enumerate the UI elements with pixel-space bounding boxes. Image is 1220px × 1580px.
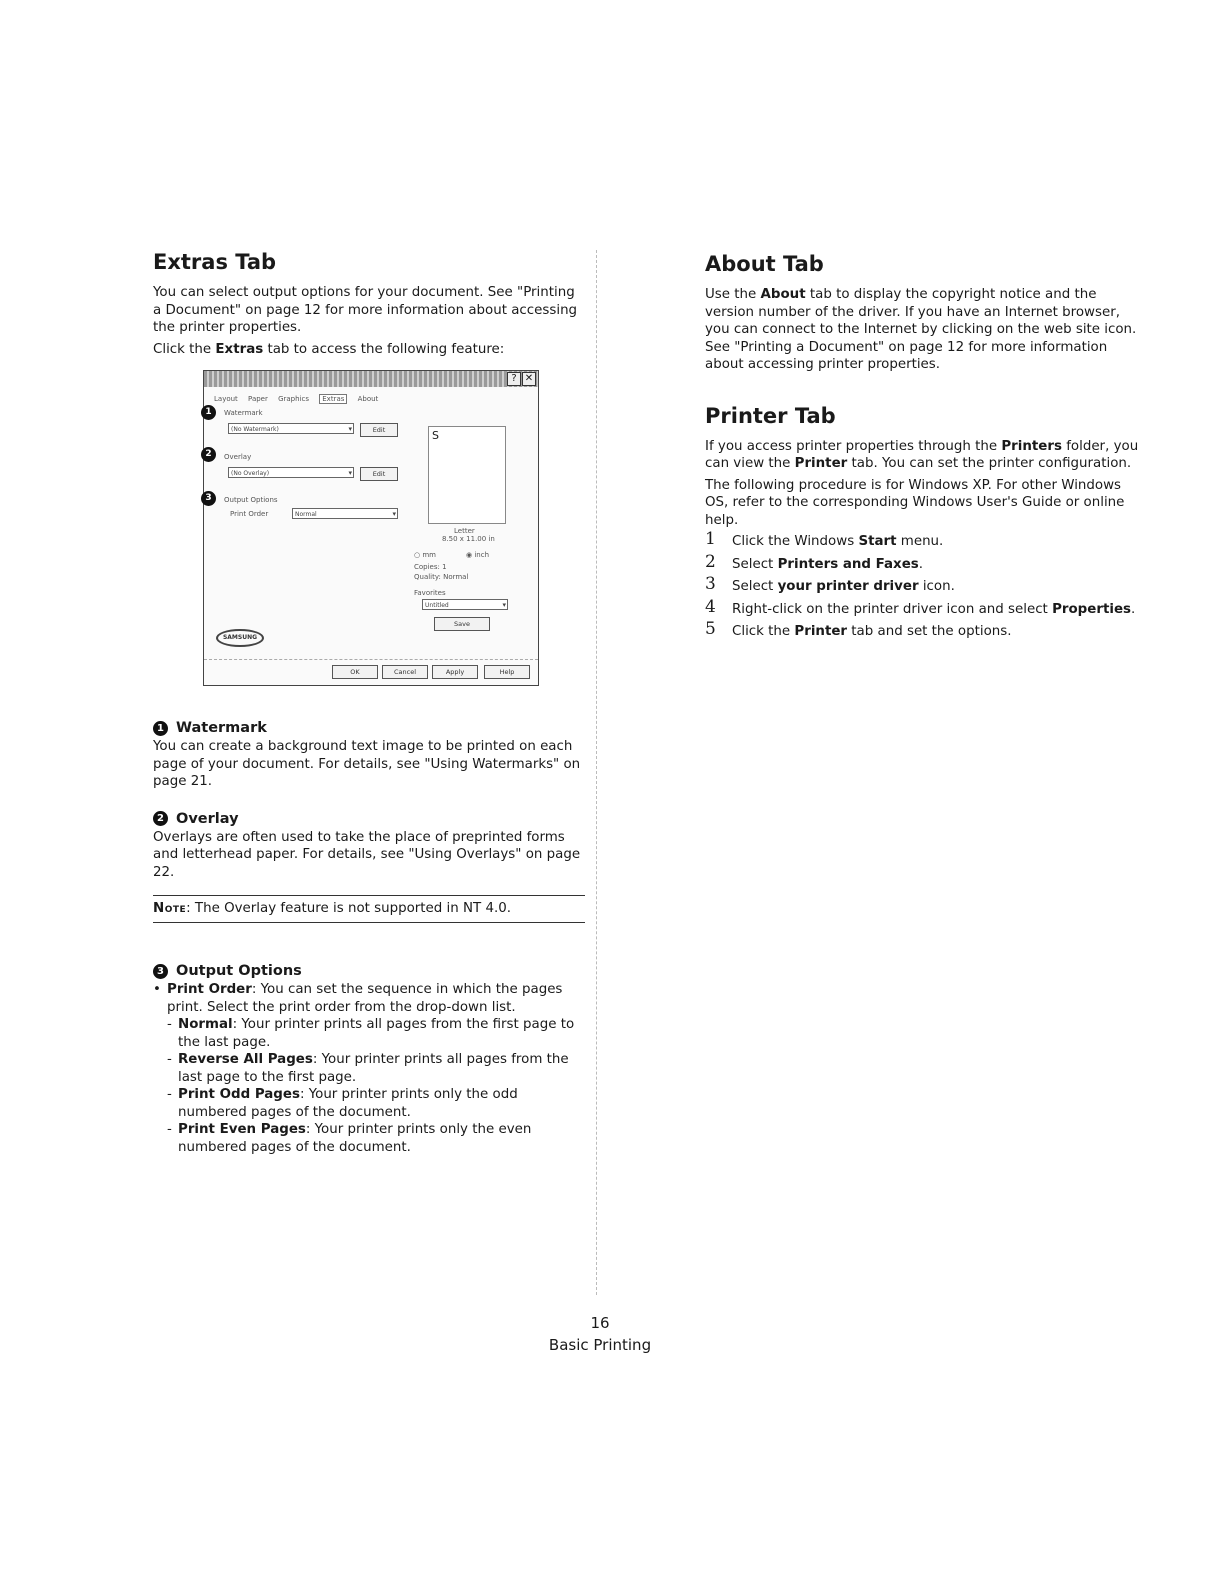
dialog-titlebar — [204, 371, 538, 387]
favorites-select: Untitled ▾ — [422, 599, 508, 610]
printer-bold: Printers — [1001, 438, 1062, 454]
instruction-bold: Extras — [215, 341, 264, 357]
number-badge-icon: 2 — [153, 811, 168, 826]
watermark-title: Watermark — [176, 720, 267, 736]
option-text: : Your printer prints all pages from the last page to the first page. — [178, 1052, 569, 1085]
favorites-label: Favorites — [414, 589, 446, 597]
left-column — [153, 250, 585, 1156]
note-label: Note — [153, 901, 187, 916]
step-text: Select — [732, 556, 778, 572]
tab-graphics: Graphics — [278, 395, 310, 403]
overlay-heading — [153, 811, 585, 827]
apply-button: Apply — [432, 665, 478, 679]
printer-procedure-paragraph: The following procedure is for Windows XP. For other Windows OS, refer to the corresponding Windows User's Guide or online help. — [705, 477, 1125, 528]
about-bold: About — [760, 287, 806, 302]
step-number: 1 — [705, 529, 716, 549]
overlay-group-label: Overlay — [224, 453, 252, 461]
list-item — [705, 619, 1145, 641]
printer-text: tab. You can set the printer configuration. — [847, 456, 1132, 471]
list-item — [705, 551, 1145, 574]
ok-button: OK — [332, 665, 378, 679]
overlay-section — [153, 811, 585, 882]
quality-text: Quality: Normal — [414, 573, 469, 581]
list-item — [167, 1086, 585, 1121]
close-icon: ✕ — [522, 372, 536, 386]
list-item — [153, 981, 585, 1156]
callout-badge-2: 2 — [201, 447, 216, 462]
output-options-heading — [153, 963, 585, 979]
overlay-title: Overlay — [176, 810, 239, 827]
about-text: tab to display the copyright notice and the version number of the driver. If you have an Internet browser, you can connect to the Internet by clicking on the web site icon. See "Printing a Document" on page 12 for more information about accessing printer properties. — [705, 287, 1137, 372]
footer-section-name: Basic Printing — [548, 1336, 652, 1354]
extras-dialog-screenshot — [203, 370, 539, 686]
printer-text: folder, you can view the — [705, 438, 1139, 471]
tab-layout: Layout — [214, 395, 238, 403]
note-box — [153, 895, 585, 923]
output-options-title: Output Options — [176, 963, 302, 979]
watermark-select: (No Watermark) ▾ — [228, 423, 354, 434]
print-order-label: Print Order — [230, 510, 269, 518]
step-text: icon. — [918, 579, 955, 594]
extras-instruction — [153, 341, 585, 359]
watermark-section — [153, 720, 585, 791]
unit-mm-label: mm — [422, 551, 436, 559]
watermark-edit-button: Edit — [360, 423, 398, 437]
copies-text: Copies: 1 — [414, 563, 447, 571]
paper-size-text: Letter — [454, 527, 475, 535]
print-order-options — [167, 1016, 585, 1156]
step-bold: Printer — [794, 624, 848, 639]
list-item — [167, 1121, 585, 1156]
list-item — [705, 596, 1145, 619]
help-button: Help — [484, 665, 530, 679]
option-term: Print Odd Pages — [178, 1087, 300, 1102]
step-text: . — [918, 556, 924, 572]
about-paragraph — [705, 286, 1145, 374]
brand-logo: SAMSUNG — [216, 629, 264, 647]
printer-bold: Printer — [794, 456, 848, 471]
unit-inch-radio: ◉ inch — [466, 551, 490, 559]
preview-glyph: S — [432, 429, 439, 442]
list-item — [705, 574, 1145, 596]
option-term: Normal — [178, 1017, 233, 1032]
print-order-select: Normal ▾ — [292, 508, 398, 519]
printer-intro-paragraph — [705, 438, 1145, 473]
tab-paper: Paper — [248, 395, 268, 403]
overlay-edit-button: Edit — [360, 467, 398, 481]
step-text: Select — [732, 579, 778, 594]
step-text: . — [1131, 601, 1136, 617]
printer-steps-list — [705, 529, 1145, 641]
output-options-section — [153, 963, 585, 1156]
instruction-text: Click the — [153, 341, 216, 357]
number-badge-icon: 3 — [153, 964, 168, 979]
print-order-text: : You can set the sequence in which the pages print. Select the print order from the drop-down list. — [167, 982, 563, 1015]
output-options-list — [153, 981, 585, 1156]
page-footer — [0, 1312, 1200, 1356]
cancel-button: Cancel — [382, 665, 428, 679]
column-divider — [596, 250, 597, 1295]
extras-intro-paragraph: You can select output options for your document. See "Printing a Document" on page 12 for more information about accessing the printer properties. — [153, 285, 578, 335]
callout-badge-3: 3 — [201, 491, 216, 506]
help-icon: ? — [507, 372, 521, 386]
step-text: Click the — [732, 624, 795, 639]
step-number: 4 — [705, 596, 716, 617]
list-item — [167, 1016, 585, 1051]
step-bold: Printers and Faxes — [777, 556, 919, 572]
printer-tab-heading: Printer Tab — [705, 403, 836, 428]
step-bold: Start — [858, 534, 897, 549]
watermark-description: You can create a background text image to be printed on each page of your document. For details, see "Using Watermarks" on page 21. — [153, 739, 581, 789]
option-term: Print Even Pages — [178, 1122, 306, 1137]
paper-dims-text: 8.50 x 11.00 in — [442, 535, 495, 543]
step-bold: your printer driver — [777, 579, 919, 594]
tab-about: About — [357, 395, 379, 403]
output-options-group-label: Output Options — [224, 496, 278, 504]
option-text: : Your printer prints only the odd numbered pages of the document. — [178, 1087, 518, 1120]
page-preview — [428, 426, 506, 524]
option-text: : Your printer prints all pages from the first page to the last page. — [178, 1017, 575, 1050]
note-text: : The Overlay feature is not supported in NT 4.0. — [186, 901, 512, 916]
instruction-text: tab to access the following feature: — [263, 341, 505, 357]
option-text: : Your printer prints only the even numbered pages of the document. — [178, 1122, 532, 1155]
extras-tab-heading: Extras Tab — [153, 250, 277, 274]
overlay-select: (No Overlay) ▾ — [228, 467, 354, 478]
step-text: tab and set the options. — [847, 624, 1012, 639]
watermark-group-label: Watermark — [224, 409, 263, 417]
unit-mm-radio: ○ mm — [414, 551, 436, 559]
step-text: menu. — [896, 534, 944, 549]
list-item — [167, 1051, 585, 1086]
page-number: 16 — [590, 1314, 610, 1332]
step-bold: Properties — [1052, 601, 1131, 617]
watermark-heading — [153, 720, 585, 736]
unit-inch-label: inch — [474, 551, 490, 559]
step-text: Right-click on the printer driver icon and select — [732, 601, 1053, 617]
about-tab-heading: About Tab — [705, 252, 824, 276]
right-column — [705, 252, 1145, 646]
callout-badge-1: 1 — [201, 405, 216, 420]
favorites-save-button: Save — [434, 617, 490, 631]
dialog-tabs — [214, 395, 538, 403]
number-badge-icon: 1 — [153, 721, 168, 736]
list-item — [705, 529, 1145, 551]
print-order-term: Print Order — [167, 982, 252, 997]
step-number: 3 — [705, 574, 716, 594]
step-text: Click the Windows — [732, 534, 859, 549]
overlay-description: Overlays are often used to take the place of preprinted forms and letterhead paper. For details, see "Using Overlays" on page 22. — [153, 829, 581, 880]
option-term: Reverse All Pages — [178, 1052, 313, 1067]
step-number: 5 — [705, 619, 716, 639]
printer-text: If you access printer properties through the — [705, 438, 1002, 454]
step-number: 2 — [705, 551, 716, 572]
dialog-button-bar — [204, 659, 538, 676]
tab-extras: Extras — [319, 394, 347, 404]
about-text: Use the — [705, 287, 761, 302]
